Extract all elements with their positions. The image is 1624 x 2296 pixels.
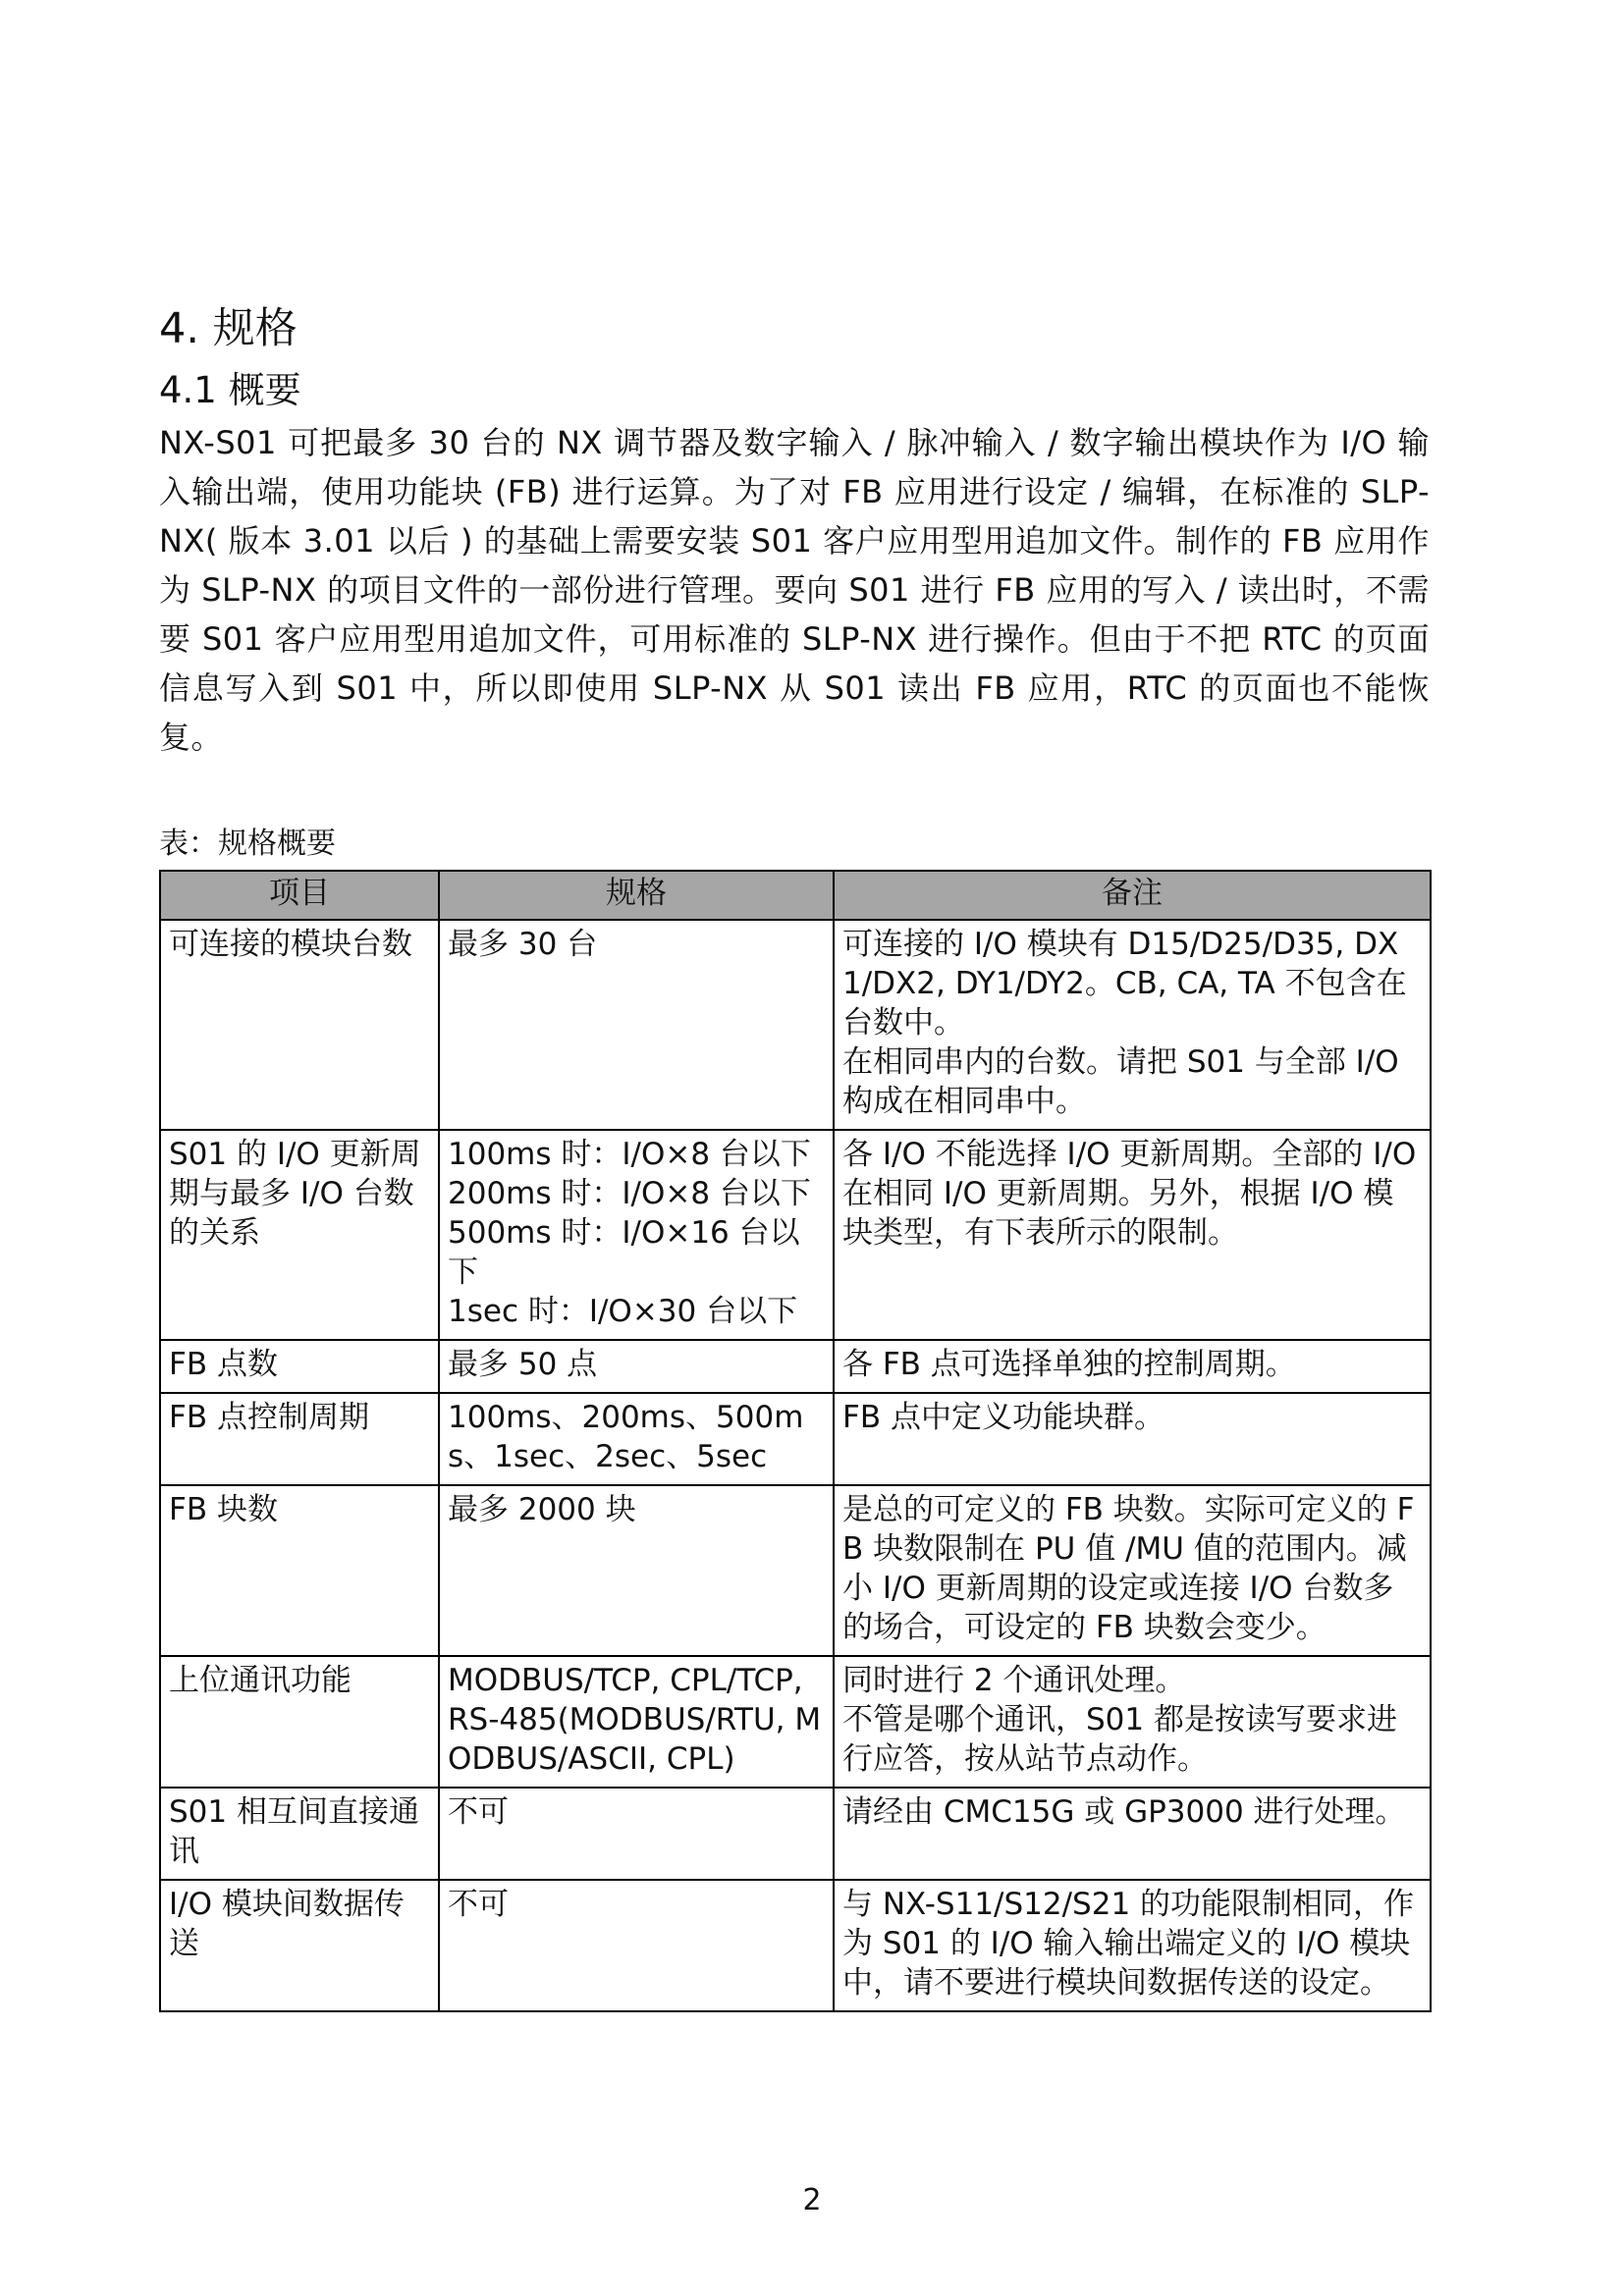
- cell-spec-line: 500ms 时：I/O×16 台以下: [448, 1214, 800, 1290]
- cell-note: [834, 920, 1431, 1130]
- cell-note: [834, 1485, 1431, 1656]
- cell-item: S01 的 I/O 更新周期与最多 I/O 台数的关系: [160, 1130, 439, 1340]
- table-row: [160, 1656, 1431, 1788]
- overview-paragraph: NX-S01 可把最多 30 台的 NX 调节器及数字输入 / 脉冲输入 / 数字输出模块作为 I/O 输入输出端，使用功能块 (FB) 进行运算。为了对 FB 应用进行设定 / 编辑，在标准的 SLP-NX( 版本 3.01 以后 ) 的基础上需要安装 S01 客户应用型用追加文件。制作的 FB 应用作为 SLP-NX 的项目文件的一部份进行管理。要向 S01 进行 FB 应用的写入 / 读出时，不需要 S01 客户应用型用追加文件，可用标准的 SLP-NX 进行操作。但由于不把 RTC 的页面信息写入到 S01 中，所以即使用 SLP-NX 从 S01 读出 FB 应用，RTC 的页面也不能恢复。: [159, 423, 1430, 756]
- cell-item: FB 块数: [160, 1485, 439, 1656]
- cell-spec: [439, 1130, 834, 1340]
- cell-note-line: 各 I/O 不能选择 I/O 更新周期。全部的 I/O 在相同 I/O 更新周期。另外，根据 I/O 模块类型，有下表所示的限制。: [842, 1136, 1417, 1251]
- section-title: 4. 规格: [159, 304, 298, 353]
- table-caption: 表：规格概要: [159, 826, 336, 861]
- subsection-title: 4.1 概要: [159, 368, 301, 411]
- table-row: [160, 1880, 1431, 2011]
- cell-spec: [439, 1880, 834, 2011]
- cell-item: 可连接的模块台数: [160, 920, 439, 1130]
- cell-spec-line: 100ms、200ms、500ms、1sec、2sec、5sec: [448, 1399, 804, 1474]
- table-row: [160, 1130, 1431, 1340]
- cell-spec-line: 200ms 时：I/O×8 台以下: [448, 1175, 811, 1211]
- cell-spec-line: MODBUS/TCP, CPL/TCP, RS-485(MODBUS/RTU, MODBUS/ASCII, CPL): [448, 1662, 822, 1777]
- cell-spec-line: 最多 2000 块: [448, 1491, 636, 1527]
- cell-item: 上位通讯功能: [160, 1656, 439, 1788]
- cell-item: S01 相互间直接通讯: [160, 1788, 439, 1880]
- header-item: 项目: [160, 871, 439, 920]
- cell-spec-line: 最多 30 台: [448, 926, 598, 962]
- cell-note: [834, 1788, 1431, 1880]
- cell-note: [834, 1656, 1431, 1788]
- cell-note: [834, 1130, 1431, 1340]
- cell-item: I/O 模块间数据传送: [160, 1880, 439, 2011]
- spec-table: [159, 870, 1432, 2012]
- cell-spec: [439, 1340, 834, 1393]
- cell-note-line: 可连接的 I/O 模块有 D15/D25/D35, DX1/DX2, DY1/DY2。CB, CA, TA 不包含在台数中。: [842, 926, 1407, 1041]
- header-note: 备注: [834, 871, 1431, 920]
- cell-spec: [439, 1656, 834, 1788]
- cell-note-line: 是总的可定义的 FB 块数。实际可定义的 FB 块数限制在 PU 值 /MU 值的范围内。减小 I/O 更新周期的设定或连接 I/O 台数多的场合，可设定的 FB 块数会变少。: [842, 1491, 1415, 1645]
- cell-spec-line: 不可: [448, 1886, 509, 1922]
- cell-note-line: 同时进行 2 个通讯处理。: [842, 1662, 1186, 1698]
- cell-note-line: 各 FB 点可选择单独的控制周期。: [842, 1346, 1296, 1382]
- cell-note-line: FB 点中定义功能块群。: [842, 1399, 1164, 1435]
- header-spec: 规格: [439, 871, 834, 920]
- cell-item: FB 点数: [160, 1340, 439, 1393]
- document-body: [159, 304, 1430, 2012]
- cell-item: FB 点控制周期: [160, 1393, 439, 1485]
- cell-spec-line: 不可: [448, 1793, 509, 1830]
- cell-spec: [439, 1485, 834, 1656]
- table-row: [160, 1393, 1431, 1485]
- cell-spec: [439, 1788, 834, 1880]
- cell-note-line: 与 NX-S11/S12/S21 的功能限制相同，作为 S01 的 I/O 输入输出端定义的 I/O 模块中，请不要进行模块间数据传送的设定。: [842, 1886, 1415, 2001]
- cell-note: [834, 1393, 1431, 1485]
- page-number: 2: [802, 2183, 822, 2217]
- table-row: [160, 1485, 1431, 1656]
- cell-note-line: 请经由 CMC15G 或 GP3000 进行处理。: [842, 1793, 1406, 1830]
- table-row: [160, 920, 1431, 1130]
- table-row: [160, 1788, 1431, 1880]
- cell-spec: [439, 920, 834, 1130]
- table-row: [160, 1340, 1431, 1393]
- cell-note: [834, 1340, 1431, 1393]
- cell-spec-line: 1sec 时：I/O×30 台以下: [448, 1293, 798, 1329]
- cell-spec: [439, 1393, 834, 1485]
- table-header-row: [160, 871, 1431, 920]
- cell-note-line: 在相同串内的台数。请把 S01 与全部 I/O 构成在相同串中。: [842, 1043, 1399, 1119]
- cell-spec-line: 100ms 时：I/O×8 台以下: [448, 1136, 811, 1172]
- cell-note-line: 不管是哪个通讯，S01 都是按读写要求进行应答，按从站节点动作。: [842, 1701, 1397, 1777]
- cell-spec-line: 最多 50 点: [448, 1346, 598, 1382]
- cell-note: [834, 1880, 1431, 2011]
